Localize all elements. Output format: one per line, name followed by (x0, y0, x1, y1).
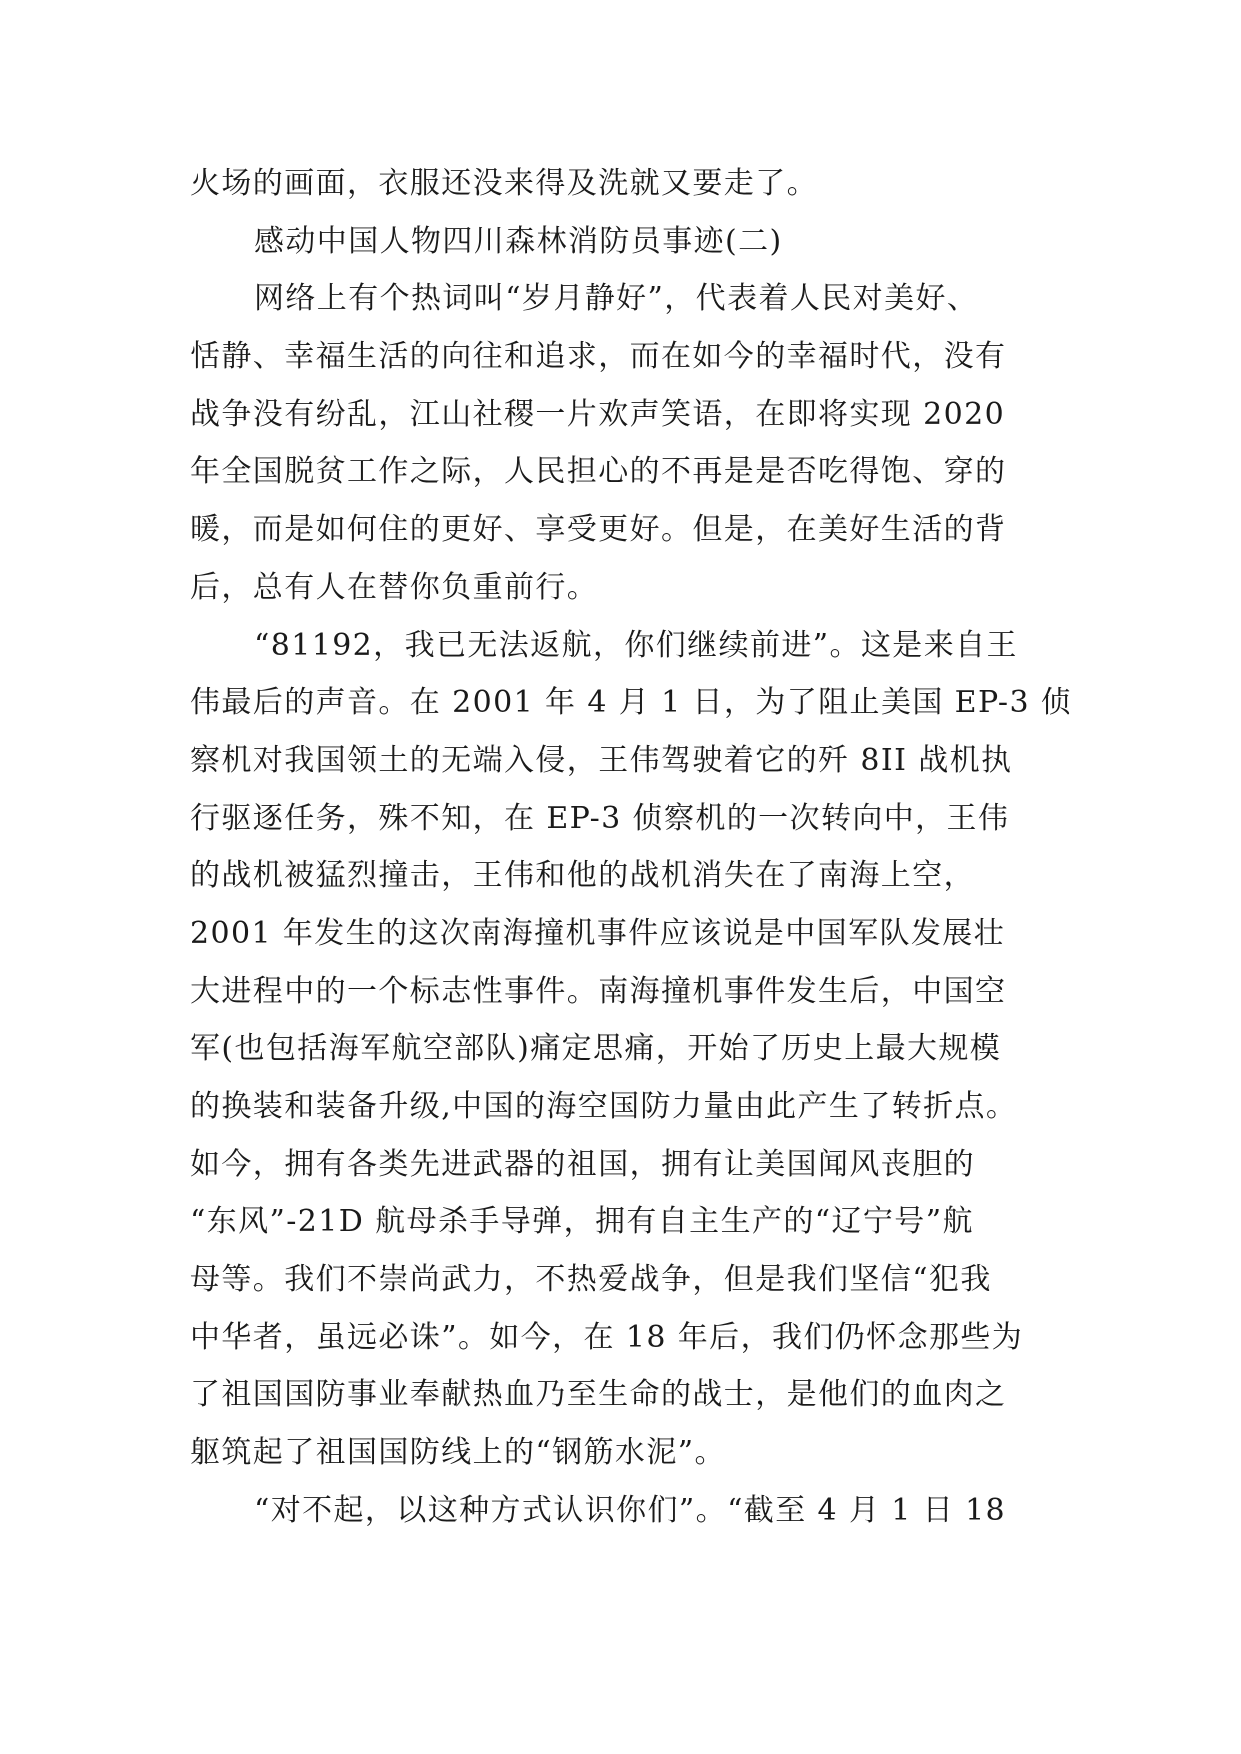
text-line: 母等。我们不崇尚武力，不热爱战争，但是我们坚信“犯我 (190, 1262, 992, 1298)
section-heading: 感动中国人物四川森林消防员事迹(二) (254, 223, 783, 259)
text-line: 火场的画面，衣服还没来得及洗就又要走了。 (190, 166, 818, 201)
text-line: 大进程中的一个标志性事件。南海撞机事件发生后，中国空 (190, 973, 1007, 1009)
text-line: 中华者，虽远必诛”。如今，在 18 年后，我们仍怀念那些为 (190, 1319, 1024, 1355)
text-line: “东风”-21D 航母杀手导弹，拥有自主生产的“辽宁号”航 (190, 1204, 974, 1240)
text-line: 了祖国国防事业奉献热血乃至生命的战士，是他们的血肉之 (190, 1377, 1007, 1413)
document-body (190, 155, 1073, 1540)
text-line: 网络上有个热词叫“岁月静好”，代表着人民对美好、 (254, 281, 979, 317)
text-line: 年全国脱贫工作之际，人民担心的不再是是否吃得饱、穿的 (190, 454, 1007, 490)
text-line: 军(也包括海军航空部队)痛定思痛，开始了历史上最大规模 (190, 1031, 1002, 1067)
text-line: “对不起，以这种方式认识你们”。“截至 4 月 1 日 18 (254, 1492, 1007, 1528)
text-line: 的战机被猛烈撞击，王伟和他的战机消失在了南海上空， (190, 858, 975, 894)
text-line: 恬静、幸福生活的向往和追求，而在如今的幸福时代，没有 (190, 339, 1007, 375)
text-line: 2001 年发生的这次南海撞机事件应该说是中国军队发展壮 (190, 915, 1006, 951)
text-line: 伟最后的声音。在 2001 年 4 月 1 日，为了阻止美国 EP-3 侦 (190, 685, 1073, 721)
text-line: 行驱逐任务，殊不知，在 EP-3 侦察机的一次转向中，王伟 (190, 800, 1010, 836)
text-line: 后，总有人在替你负重前行。 (190, 569, 599, 605)
text-line: “81192，我已无法返航，你们继续前进”。这是来自王 (254, 627, 1018, 663)
text-line: 躯筑起了祖国国防线上的“钢筋水泥”。 (190, 1435, 726, 1471)
text-line: 察机对我国领土的无端入侵，王伟驾驶着它的歼 8II 战机执 (190, 742, 1013, 778)
text-line: 暖，而是如何住的更好、享受更好。但是，在美好生活的背 (190, 512, 1007, 548)
text-line: 战争没有纷乱，江山社稷一片欢声笑语，在即将实现 2020 (190, 396, 1006, 432)
text-line: 如今，拥有各类先进武器的祖国，拥有让美国闻风丧胆的 (190, 1146, 975, 1182)
text-line: 的换装和装备升级,中国的海空国防力量由此产生了转折点。 (190, 1089, 1018, 1124)
